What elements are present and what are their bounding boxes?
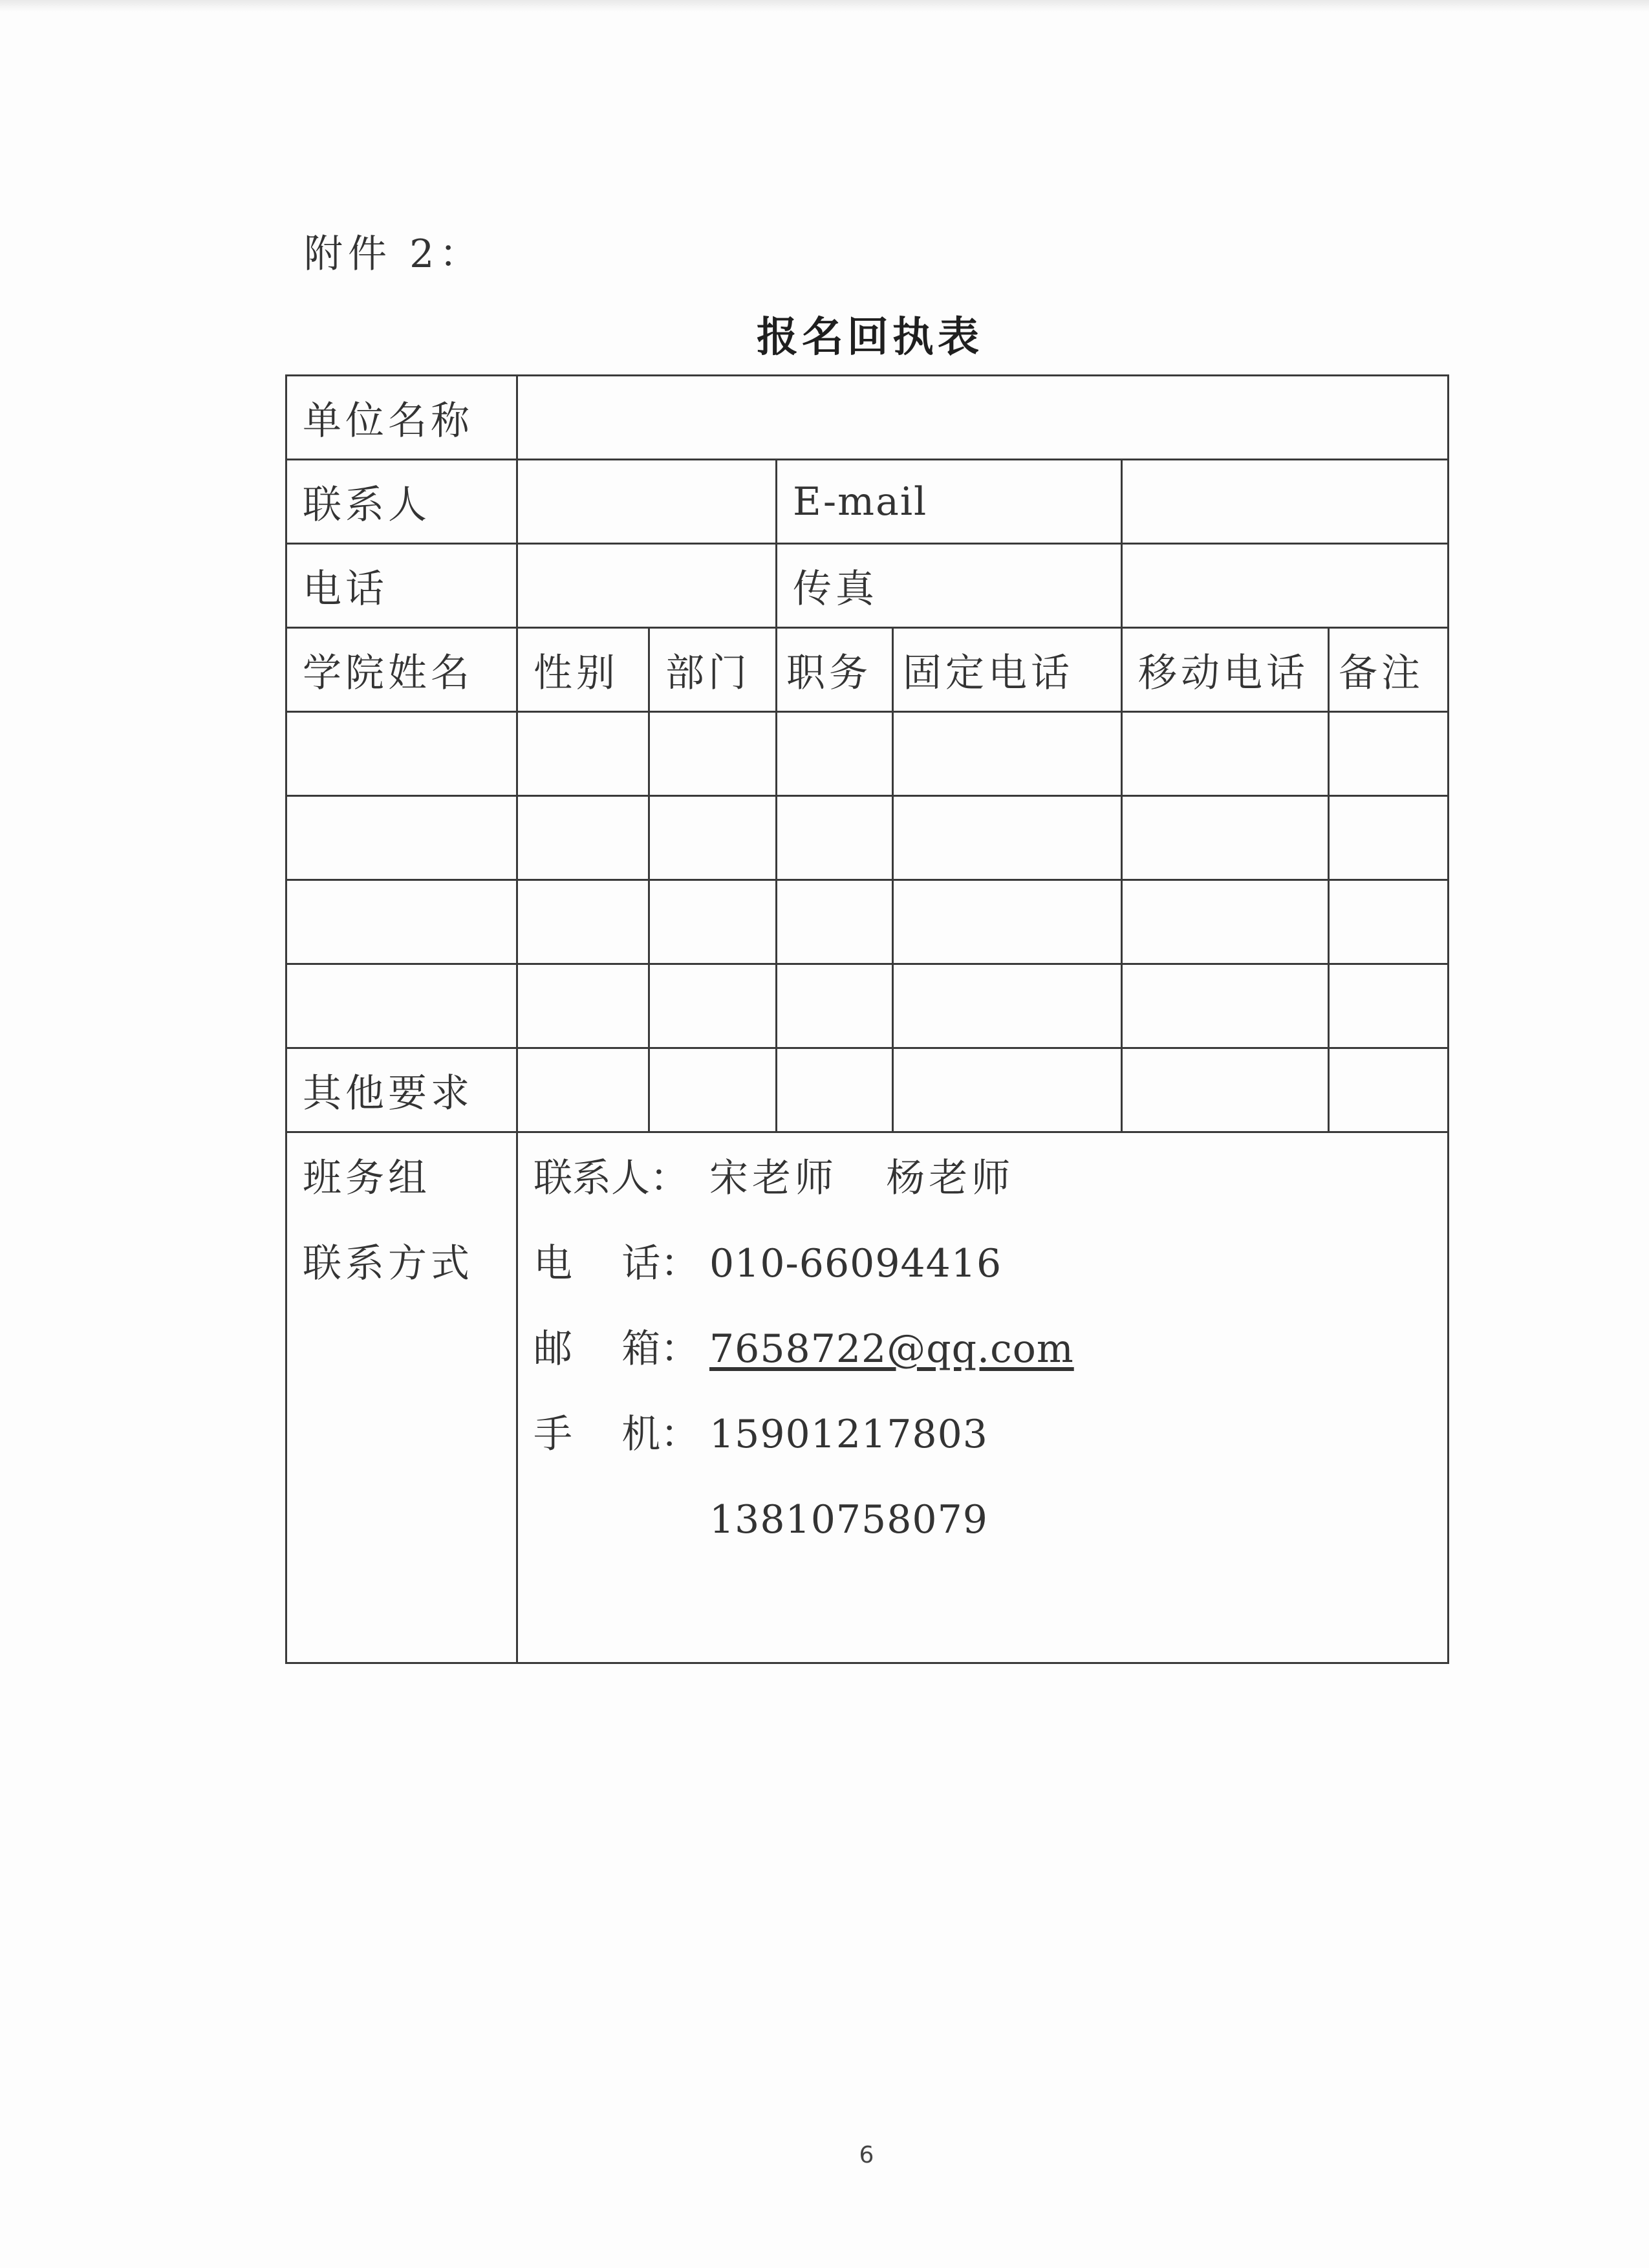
form-title: 报名回执表 bbox=[757, 314, 983, 362]
cell-mobile[interactable] bbox=[1122, 712, 1329, 796]
contact-phone-line bbox=[534, 1238, 1447, 1323]
cell-remarks[interactable] bbox=[1329, 880, 1449, 964]
column-header-position: 职务 bbox=[777, 628, 893, 712]
other-requirements-row bbox=[286, 1048, 1449, 1132]
contact-email-line bbox=[534, 1323, 1447, 1409]
cell-landline[interactable] bbox=[893, 964, 1122, 1048]
cell-gender[interactable] bbox=[517, 796, 649, 880]
group-contact-row bbox=[286, 1132, 1449, 1663]
cell-position[interactable] bbox=[777, 796, 893, 880]
other-requirements-cell[interactable] bbox=[1329, 1048, 1449, 1132]
cell-landline[interactable] bbox=[893, 712, 1122, 796]
unit-name-row bbox=[286, 376, 1449, 460]
cell-gender[interactable] bbox=[517, 880, 649, 964]
table-row bbox=[286, 964, 1449, 1048]
email-label: E-mail bbox=[777, 460, 1122, 544]
column-header-gender: 性别 bbox=[517, 628, 649, 712]
column-header-mobile: 移动电话 bbox=[1122, 628, 1329, 712]
email-field[interactable] bbox=[1122, 460, 1449, 544]
other-requirements-cell[interactable] bbox=[1122, 1048, 1329, 1132]
cell-department[interactable] bbox=[649, 796, 777, 880]
group-contact-label bbox=[286, 1132, 517, 1663]
other-requirements-cell[interactable] bbox=[517, 1048, 649, 1132]
unit-name-label: 单位名称 bbox=[286, 376, 517, 460]
phone-row bbox=[286, 544, 1449, 628]
cell-department[interactable] bbox=[649, 964, 777, 1048]
cell-position[interactable] bbox=[777, 712, 893, 796]
cell-name[interactable] bbox=[286, 796, 517, 880]
cell-gender[interactable] bbox=[517, 712, 649, 796]
contact-mobile-value-2: 13810758079 bbox=[709, 1497, 988, 1542]
cell-remarks[interactable] bbox=[1329, 712, 1449, 796]
column-header-remarks: 备注 bbox=[1329, 628, 1449, 712]
registration-form-table bbox=[285, 374, 1449, 1664]
column-header-row bbox=[286, 628, 1449, 712]
cell-name[interactable] bbox=[286, 964, 517, 1048]
attachment-label: 附件 2： bbox=[304, 232, 484, 277]
contact-email-key: 邮 箱： bbox=[534, 1326, 700, 1372]
contact-mobile-line-2 bbox=[534, 1494, 1447, 1579]
table-row bbox=[286, 796, 1449, 880]
contact-mobile-value-1: 15901217803 bbox=[709, 1412, 988, 1457]
fax-field[interactable] bbox=[1122, 544, 1449, 628]
column-header-landline: 固定电话 bbox=[893, 628, 1122, 712]
cell-remarks[interactable] bbox=[1329, 796, 1449, 880]
phone-label: 电话 bbox=[286, 544, 517, 628]
contact-person-label: 联系人 bbox=[286, 460, 517, 544]
group-contact-label-line1: 班务组 bbox=[303, 1156, 431, 1201]
cell-name[interactable] bbox=[286, 880, 517, 964]
group-contact-label-line2: 联系方式 bbox=[303, 1241, 473, 1286]
page-number: 6 bbox=[859, 2142, 874, 2168]
fax-label: 传真 bbox=[777, 544, 1122, 628]
column-header-name: 学院姓名 bbox=[286, 628, 517, 712]
other-requirements-cell[interactable] bbox=[893, 1048, 1122, 1132]
cell-mobile[interactable] bbox=[1122, 796, 1329, 880]
cell-landline[interactable] bbox=[893, 880, 1122, 964]
contact-phone-value: 010-66094416 bbox=[709, 1241, 1002, 1286]
phone-field[interactable] bbox=[517, 544, 777, 628]
table-row bbox=[286, 880, 1449, 964]
cell-mobile[interactable] bbox=[1122, 964, 1329, 1048]
cell-position[interactable] bbox=[777, 964, 893, 1048]
scan-top-edge bbox=[0, 0, 1649, 12]
cell-mobile[interactable] bbox=[1122, 880, 1329, 964]
contact-person-row bbox=[286, 460, 1449, 544]
contact-person-line bbox=[534, 1152, 1447, 1238]
contact-email-link[interactable]: 7658722@qq.com bbox=[709, 1326, 1074, 1372]
contact-mobile-line bbox=[534, 1409, 1447, 1494]
cell-gender[interactable] bbox=[517, 964, 649, 1048]
cell-position[interactable] bbox=[777, 880, 893, 964]
contact-mobile-key: 手 机： bbox=[534, 1412, 700, 1457]
group-contact-details bbox=[517, 1132, 1449, 1663]
cell-remarks[interactable] bbox=[1329, 964, 1449, 1048]
table-row bbox=[286, 712, 1449, 796]
cell-name[interactable] bbox=[286, 712, 517, 796]
other-requirements-label: 其他要求 bbox=[286, 1048, 517, 1132]
other-requirements-cell[interactable] bbox=[649, 1048, 777, 1132]
other-requirements-cell[interactable] bbox=[777, 1048, 893, 1132]
cell-landline[interactable] bbox=[893, 796, 1122, 880]
cell-department[interactable] bbox=[649, 880, 777, 964]
contact-person-key: 联系人： bbox=[534, 1156, 689, 1201]
contact-person-field[interactable] bbox=[517, 460, 777, 544]
contact-phone-key: 电 话： bbox=[534, 1241, 700, 1286]
cell-department[interactable] bbox=[649, 712, 777, 796]
unit-name-field[interactable] bbox=[517, 376, 1449, 460]
contact-person-value: 宋老师 杨老师 bbox=[709, 1156, 1015, 1201]
column-header-department: 部门 bbox=[649, 628, 777, 712]
